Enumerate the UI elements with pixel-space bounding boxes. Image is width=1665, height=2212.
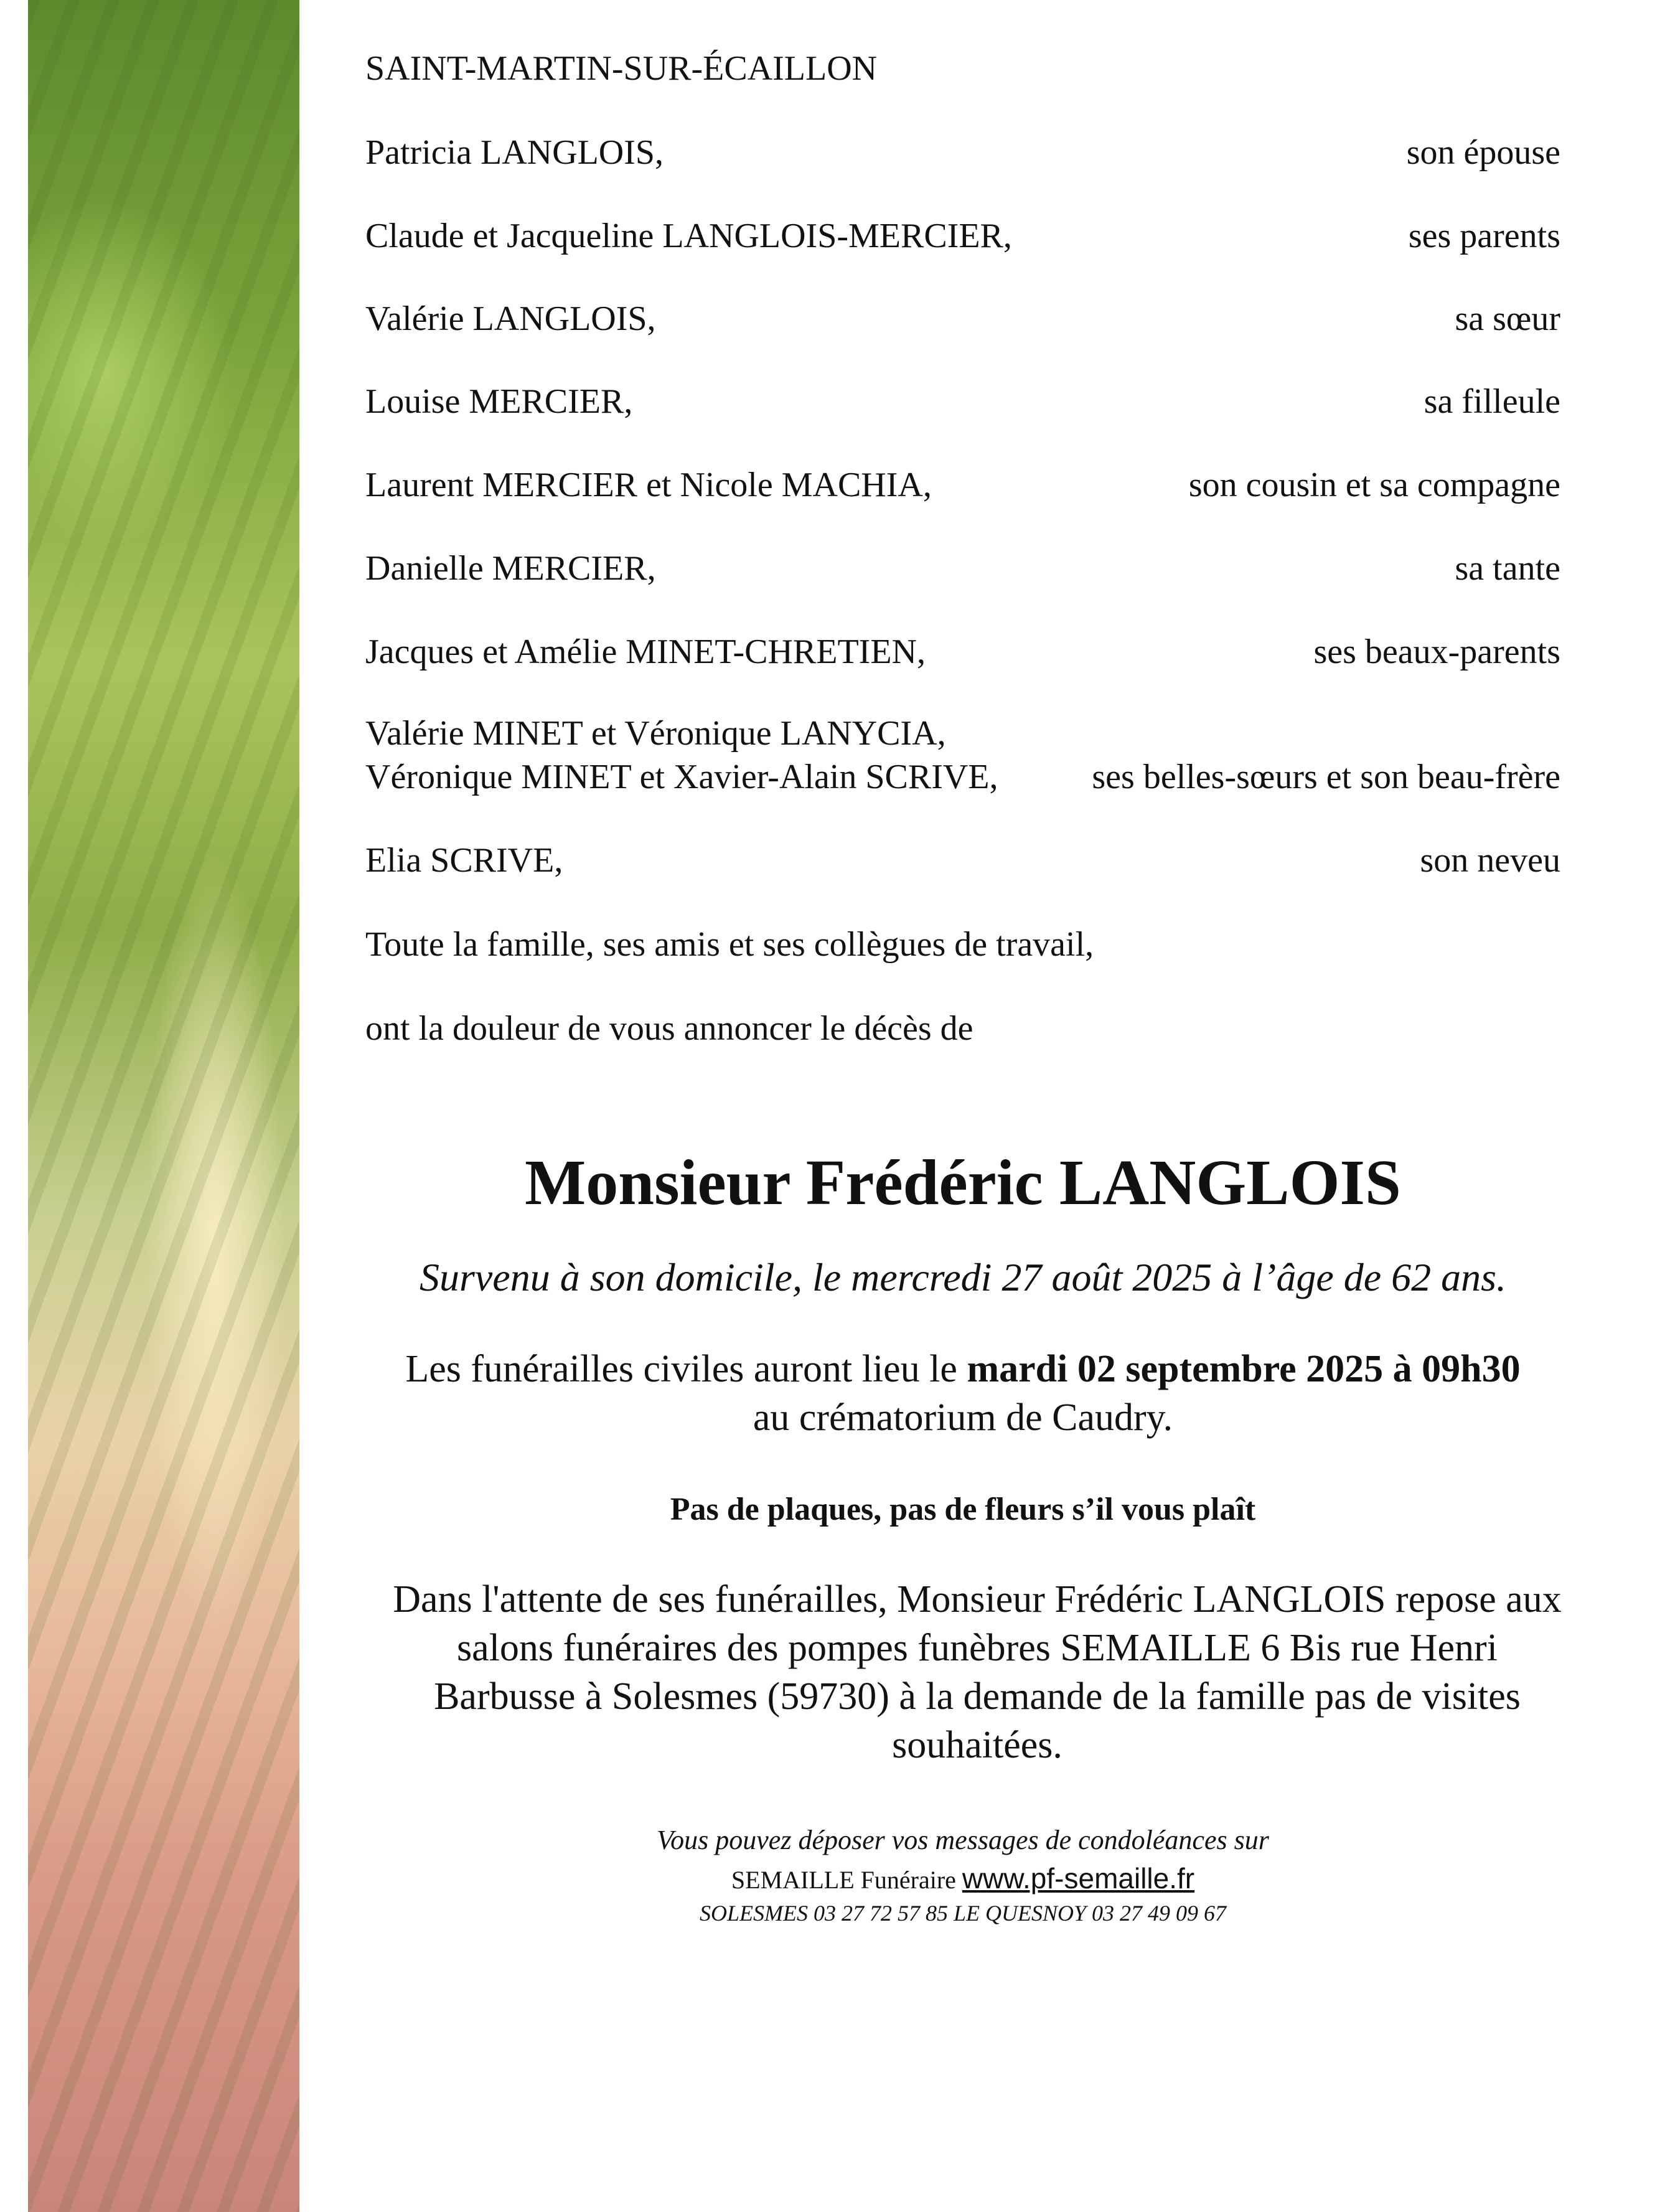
deceased-name: Monsieur Frédéric LANGLOIS <box>525 1147 1401 1218</box>
family-name: Valérie MINET et Véronique LANYCIA, <box>365 714 946 753</box>
announce-line <box>365 1010 1560 1048</box>
company-name: SEMAILLE Funéraire <box>731 1866 956 1894</box>
family-name: Patricia LANGLOIS, <box>365 133 664 172</box>
announce-text: ont la douleur de vous annoncer le décès de <box>365 1009 973 1048</box>
funeral-prefix: Les funérailles civiles auront lieu le <box>405 1348 967 1390</box>
family-relation: son épouse <box>1406 133 1560 172</box>
death-info: Survenu à son domicile, le mercredi 27 août 2025 à l’âge de 62 ans. <box>419 1255 1507 1299</box>
town-heading <box>365 50 1560 88</box>
family-relation: ses beaux-parents <box>1313 633 1560 671</box>
family-relation: sa sœur <box>1455 299 1560 338</box>
family-relation: sa filleule <box>1423 382 1560 421</box>
family-name: Laurent MERCIER et Nicole MACHIA, <box>365 466 932 504</box>
family-name: Claude et Jacqueline LANGLOIS-MERCIER, <box>365 217 1012 255</box>
family-name: Valérie LANGLOIS, <box>365 299 656 338</box>
family-row <box>365 217 1560 256</box>
family-row <box>365 758 1560 797</box>
forest-path-image <box>28 0 299 2212</box>
family-relation: son cousin et sa compagne <box>1188 466 1560 504</box>
website-link[interactable]: www.pf-semaille.fr <box>962 1862 1195 1894</box>
family-relation: ses belles-sœurs et son beau-frère <box>1092 758 1560 796</box>
funeral-place: au crématorium de Caudry. <box>753 1396 1173 1439</box>
family-row <box>365 134 1560 172</box>
no-flowers-notice: Pas de plaques, pas de fleurs s’il vous plaît <box>670 1492 1256 1527</box>
family-row <box>365 550 1560 588</box>
family-row <box>365 633 1560 672</box>
family-row <box>365 300 1560 339</box>
family-name: Louise MERCIER, <box>365 382 633 421</box>
funeral-info <box>365 1345 1560 1442</box>
rest-info: Dans l'attente de ses funérailles, Monsieur Frédéric LANGLOIS repose aux salons funéraires des pompes funèbres SEMAILLE 6 Bis rue Henri Barbusse à Solesmes (59730) à la demande de la famille pas de visites souhaitées. <box>393 1578 1562 1766</box>
family-row <box>365 715 1560 753</box>
family-name: Véronique MINET et Xavier-Alain SCRIVE, <box>365 758 998 796</box>
family-relation: sa tante <box>1455 549 1560 588</box>
phone-numbers: SOLESMES 03 27 72 57 85 LE QUESNOY 03 27 49 09 67 <box>699 1901 1227 1926</box>
family-name: Danielle MERCIER, <box>365 549 656 588</box>
all-family-line <box>365 926 1560 964</box>
family-relation: ses parents <box>1408 217 1560 255</box>
family-row <box>365 842 1560 880</box>
family-relation: son neveu <box>1420 841 1560 880</box>
funeral-date: mardi 02 septembre 2025 à 09h30 <box>967 1348 1521 1390</box>
condolences-text: Vous pouvez déposer vos messages de condoléances sur <box>657 1825 1269 1855</box>
town-name: SAINT-MARTIN-SUR-ÉCAILLON <box>365 49 878 88</box>
family-name: Jacques et Amélie MINET-CHRETIEN, <box>365 633 926 671</box>
family-row <box>365 383 1560 421</box>
family-name: Elia SCRIVE, <box>365 841 563 880</box>
company-line <box>365 1861 1560 1895</box>
family-row <box>365 466 1560 505</box>
all-family-text: Toute la famille, ses amis et ses collègues de travail, <box>365 925 1094 964</box>
